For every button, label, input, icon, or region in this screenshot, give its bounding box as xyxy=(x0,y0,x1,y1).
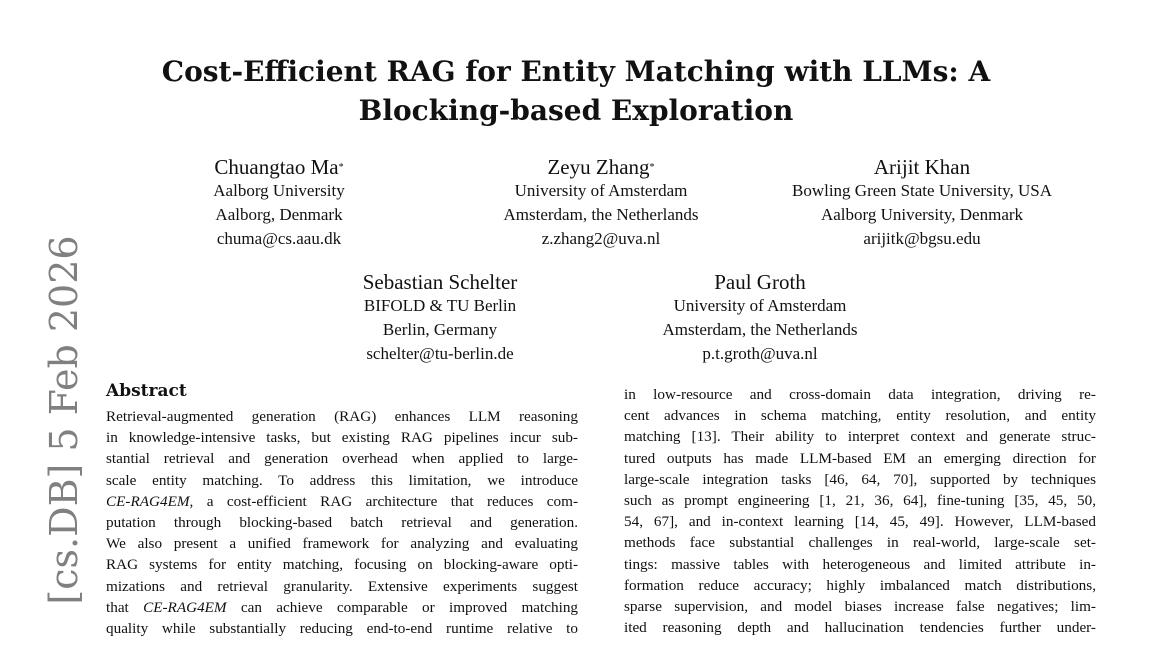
abstract-line: in knowledge-intensive tasks, but existing RAG pipelines incur sub- xyxy=(106,429,578,447)
author-affiliation: University of Amsterdam xyxy=(673,296,847,315)
author-location: Amsterdam, the Netherlands xyxy=(662,320,858,339)
body-line: tured outputs has made LLM-based EM an emerging direction for xyxy=(624,449,1096,467)
author-email[interactable]: chuma@cs.aau.dk xyxy=(216,229,342,248)
abstract-heading: Abstract xyxy=(106,381,187,401)
title-line-1: Cost-Efficient RAG for Entity Matching with LLMs: A xyxy=(161,55,991,88)
abstract-line: stantial retrieval and generation overhead when applied to large- xyxy=(106,450,578,468)
author-name: Arijit Khan xyxy=(873,155,971,179)
abstract-line: that CE-RAG4EM can achieve comparable or improved matching xyxy=(106,598,579,616)
body-line: sparse supervision, and model biases increase false negatives; lim- xyxy=(624,598,1096,616)
author-block-5 xyxy=(610,268,910,366)
author-location: Aalborg University, Denmark xyxy=(820,205,1024,224)
author-affiliation: University of Amsterdam xyxy=(514,181,688,200)
paper-title xyxy=(0,52,1152,130)
abstract-line: CE-RAG4EM, a cost-efficient RAG architecture that reduces com- xyxy=(106,492,578,510)
body-line: large-scale integration tasks [46, 64, 70], supported by techniques xyxy=(624,470,1096,488)
author-name: Paul Groth xyxy=(714,270,806,294)
right-column xyxy=(624,384,1096,638)
body-line: in low-resource and cross-domain data integration, driving re- xyxy=(624,386,1096,403)
body-line: such as prompt engineering [1, 21, 36, 64], fine-tuning [35, 45, 50, xyxy=(624,492,1096,510)
equal-contribution-mark: * xyxy=(649,162,655,173)
body-line: matching [13]. Their ability to interpret context and generate struc- xyxy=(624,428,1096,446)
abstract-line: quality while substantially reducing end-to-end runtime relative to xyxy=(106,620,578,638)
abstract-column xyxy=(106,380,578,639)
abstract-line: We also present a unified framework for analyzing and evaluating xyxy=(106,535,578,553)
author-name: Zeyu Zhang xyxy=(547,155,650,179)
abstract-line: Retrieval-augmented generation (RAG) enhances LLM reasoning xyxy=(106,408,578,425)
author-email[interactable]: arijitk@bgsu.edu xyxy=(863,229,981,248)
body-line: methods face substantial challenges in real-world, large-scale set- xyxy=(624,534,1096,552)
author-affiliation: BIFOLD & TU Berlin xyxy=(363,296,517,315)
title-line-2: Blocking-based Exploration xyxy=(358,94,794,127)
author-affiliation: Aalborg University xyxy=(213,181,345,200)
abstract-line: RAG systems for entity matching, focusing on blocking-aware opti- xyxy=(106,556,578,574)
author-name: Chuangtao Ma xyxy=(214,155,339,179)
body-line: formation reduce accuracy; highly imbalanced match distributions, xyxy=(624,576,1096,594)
author-name: Sebastian Schelter xyxy=(362,270,518,294)
body-line: cent advances in schema matching, entity resolution, and entity xyxy=(624,407,1096,425)
author-email[interactable]: p.t.groth@uva.nl xyxy=(702,344,818,363)
abstract-line: mizations and retrieval granularity. Extensive experiments suggest xyxy=(106,577,578,595)
author-location: Berlin, Germany xyxy=(382,320,498,339)
author-location: Aalborg, Denmark xyxy=(215,205,343,224)
author-block-3 xyxy=(762,153,1082,251)
author-email[interactable]: schelter@tu-berlin.de xyxy=(366,344,514,363)
body-line: 54, 67], and in-context learning [14, 45, 49]. However, LLM-based xyxy=(624,513,1096,531)
author-block-1 xyxy=(126,153,432,251)
abstract-body xyxy=(106,406,578,639)
author-location: Amsterdam, the Netherlands xyxy=(503,205,699,224)
abstract-line: scale entity matching. To address this limitation, we introduce xyxy=(106,471,578,489)
equal-contribution-mark: * xyxy=(338,162,344,173)
right-column-body xyxy=(624,384,1096,638)
arxiv-stamp: [cs.DB] 5 Feb 2026 xyxy=(42,235,86,605)
abstract-line: putation through blocking-based batch retrieval and generation. xyxy=(106,514,578,532)
author-block-2 xyxy=(446,153,756,251)
body-line: ited reasoning depth and hallucination tendencies further under- xyxy=(624,619,1096,637)
body-line: tings: massive tables with heterogeneous and limited attribute in- xyxy=(624,555,1096,573)
author-email[interactable]: z.zhang2@uva.nl xyxy=(541,229,661,248)
author-affiliation: Bowling Green State University, USA xyxy=(791,181,1052,200)
author-block-4 xyxy=(300,268,580,366)
